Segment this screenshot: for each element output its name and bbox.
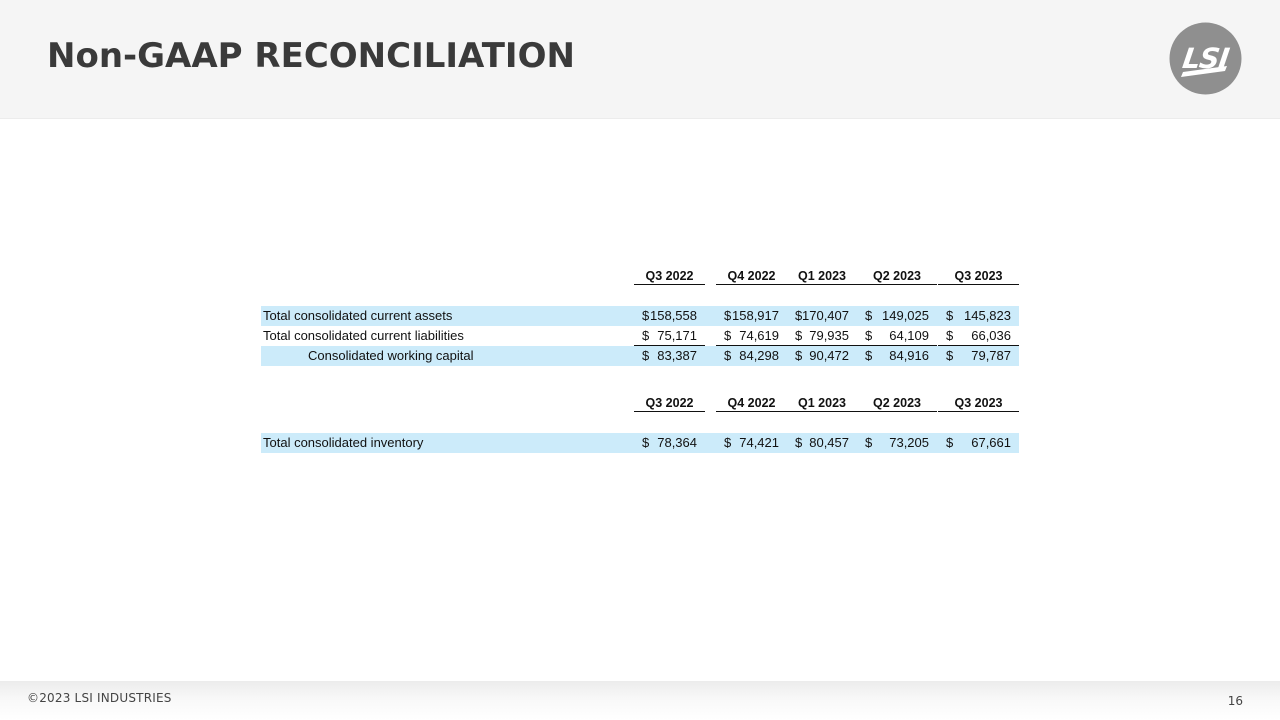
value-cell	[857, 346, 937, 366]
value-cell	[634, 326, 705, 346]
cell-value: 83,387	[657, 348, 697, 363]
currency-symbol: $	[642, 328, 650, 343]
page-number: 16	[1227, 694, 1243, 708]
cell-value: 78,364	[657, 435, 697, 450]
currency-symbol: $	[795, 328, 803, 343]
value-cell	[857, 306, 937, 326]
cell-value: 90,472	[809, 348, 849, 363]
cell-value: 80,457	[809, 435, 849, 450]
currency-symbol: $	[946, 435, 954, 450]
table-row	[261, 306, 1019, 326]
cell-value: 84,298	[739, 348, 779, 363]
table-row	[261, 326, 1019, 346]
value-cell	[787, 433, 857, 453]
value-cell	[787, 346, 857, 366]
currency-symbol: $	[795, 308, 803, 323]
currency-symbol: $	[946, 308, 954, 323]
column-header: Q3 2022	[634, 395, 705, 412]
value-cell	[634, 306, 705, 326]
currency-symbol: $	[724, 308, 732, 323]
table-row	[261, 346, 1019, 366]
cell-value: 74,421	[739, 435, 779, 450]
value-cell	[716, 326, 787, 346]
table-header-row	[261, 395, 1019, 415]
cell-value: 158,558	[650, 308, 697, 323]
cell-value: 145,823	[964, 308, 1011, 323]
table-row	[261, 433, 1019, 453]
currency-symbol: $	[865, 328, 873, 343]
cell-value: 75,171	[657, 328, 697, 343]
value-cell	[787, 326, 857, 346]
cell-value: 79,935	[809, 328, 849, 343]
slide-header	[0, 0, 1280, 119]
cell-value: 170,407	[802, 308, 849, 323]
column-header: Q2 2023	[857, 395, 937, 412]
value-cell	[634, 346, 705, 366]
currency-symbol: $	[946, 328, 954, 343]
working-capital-table	[261, 268, 1019, 368]
cell-value: 67,661	[971, 435, 1011, 450]
currency-symbol: $	[946, 348, 954, 363]
column-header: Q1 2023	[787, 268, 857, 285]
cell-value: 158,917	[732, 308, 779, 323]
currency-symbol: $	[795, 435, 803, 450]
column-header: Q4 2022	[716, 268, 787, 285]
currency-symbol: $	[795, 348, 803, 363]
value-cell	[716, 346, 787, 366]
row-label: Total consolidated current assets	[263, 308, 453, 323]
currency-symbol: $	[724, 328, 732, 343]
cell-value: 74,619	[739, 328, 779, 343]
cell-value: 66,036	[971, 328, 1011, 343]
value-cell	[716, 306, 787, 326]
slide-footer	[0, 681, 1280, 720]
currency-symbol: $	[724, 435, 732, 450]
cell-value: 79,787	[971, 348, 1011, 363]
row-label: Total consolidated current liabilities	[263, 328, 464, 343]
page-title: Non-GAAP RECONCILIATION	[47, 36, 575, 76]
column-header: Q1 2023	[787, 395, 857, 412]
value-cell	[787, 306, 857, 326]
column-header: Q3 2023	[938, 395, 1019, 412]
cell-value: 73,205	[889, 435, 929, 450]
value-cell	[938, 326, 1019, 346]
logo-wordmark: LSI	[1180, 42, 1231, 75]
currency-symbol: $	[642, 348, 650, 363]
column-header: Q3 2023	[938, 268, 1019, 285]
value-cell	[716, 433, 787, 453]
value-cell	[857, 326, 937, 346]
column-header: Q3 2022	[634, 268, 705, 285]
column-header: Q4 2022	[716, 395, 787, 412]
currency-symbol: $	[865, 435, 873, 450]
value-cell	[938, 346, 1019, 366]
column-header: Q2 2023	[857, 268, 937, 285]
table-header-row	[261, 268, 1019, 288]
currency-symbol: $	[642, 308, 650, 323]
currency-symbol: $	[865, 348, 873, 363]
cell-value: 84,916	[889, 348, 929, 363]
value-cell	[857, 433, 937, 453]
inventory-table	[261, 395, 1019, 455]
cell-value: 149,025	[882, 308, 929, 323]
cell-value: 64,109	[889, 328, 929, 343]
value-cell	[634, 433, 705, 453]
currency-symbol: $	[865, 308, 873, 323]
value-cell	[938, 433, 1019, 453]
currency-symbol: $	[642, 435, 650, 450]
row-label: Total consolidated inventory	[263, 435, 424, 450]
row-label: Consolidated working capital	[308, 348, 474, 363]
currency-symbol: $	[724, 348, 732, 363]
value-cell	[938, 306, 1019, 326]
copyright-text: ©2023 LSI INDUSTRIES	[27, 691, 172, 705]
